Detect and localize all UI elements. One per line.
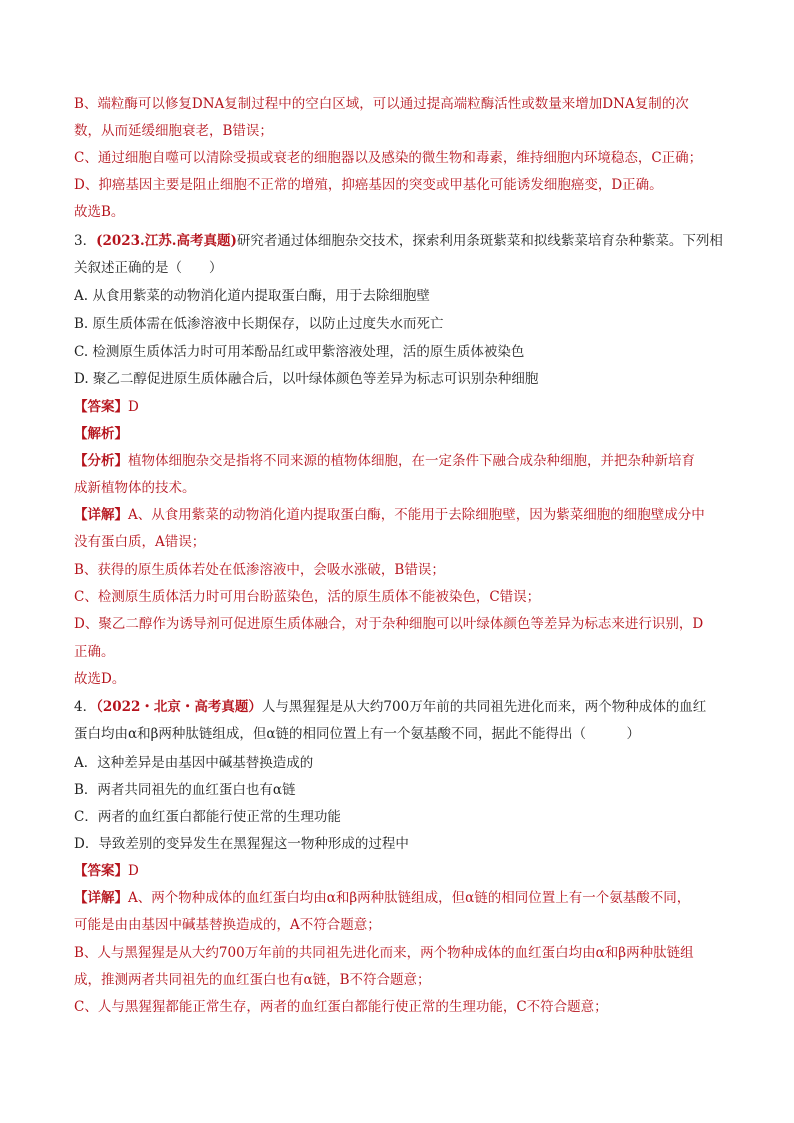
q3-stem-line2: 关叙述正确的是（ ） [74, 260, 223, 276]
q4-detail-line5: C、人与黑猩猩都能正常生存，两者的血红蛋白都能行使正常的生理功能，C不符合题意； [74, 999, 608, 1015]
prev-option-b-line2: 数，从而延缓细胞衰老，B错误； [74, 123, 273, 139]
q4-option-c: C．两者的血红蛋白都能行使正常的生理功能 [74, 809, 341, 825]
prev-option-d: D、抑癌基因主要是阻止细胞不正常的增殖，抑癌基因的突变或甲基化可能诱发细胞癌变，D正确。 [74, 177, 663, 193]
q3-source: (2023.江苏.高考真题) [96, 233, 237, 249]
q3-option-a: A. 从食用紫菜的动物消化道内提取蛋白酶，用于去除细胞壁 [74, 288, 430, 304]
q4-stem-line2: 蛋白均由α和β两种肽链组成，但α链的相同位置上有一个氨基酸不同，据此不能得出（ ） [74, 726, 641, 742]
q3-conclusion: 故选D。 [74, 671, 126, 687]
q3-detail-line6: 正确。 [74, 644, 115, 660]
q3-option-b: B. 原生质体需在低渗溶液中长期保存，以防止过度失水而死亡 [74, 316, 444, 332]
q3-analysis-label: 【解析】 [74, 426, 128, 442]
q4-option-b: B．两者共同祖先的血红蛋白也有α链 [74, 782, 296, 798]
q4-detail-line2: 可能是由由基因中碱基替换造成的，A不符合题意； [74, 917, 381, 933]
q4-stem-text1: 人与黑猩猩是从大约700万年前的共同祖先进化而来，两个物种成体的血红 [261, 699, 707, 715]
q3-detail-line5: D、聚乙二醇作为诱导剂可促进原生质体融合，对于杂种细胞可以叶绿体颜色等差异为标志来进行识别，D [74, 616, 704, 632]
q4-stem-line1 [74, 698, 734, 716]
prev-option-c: C、通过细胞自噬可以清除受损或衰老的细胞器以及感染的微生物和毒素，维持细胞内环境稳态，C正确； [74, 150, 703, 166]
q4-option-a: A．这种差异是由基因中碱基替换造成的 [74, 755, 314, 771]
q3-stem-line1 [74, 232, 734, 250]
q3-detail-label: 【详解】 [74, 507, 128, 523]
q3-stem-text1: 研究者通过体细胞杂交技术，探索利用条斑紫菜和拟线紫菜培育杂种紫菜。下列相 [236, 233, 723, 249]
q4-detail-line3: B、人与黑猩猩是从大约700万年前的共同祖先进化而来，两个物种成体的血红蛋白均由α和β两种肽链组 [74, 945, 694, 961]
q3-detail-line4: C、检测原生质体活力时可用台盼蓝染色，活的原生质体不能被染色，C错误； [74, 589, 541, 605]
q3-number: 3． [74, 233, 97, 249]
prev-option-b-line1: B、端粒酶可以修复DNA复制过程中的空白区域，可以通过提高端粒酶活性或数量来增加DNA复制的次 [74, 96, 689, 112]
q4-answer-value: D [128, 863, 139, 879]
q3-fenxi-label: 【分析】 [74, 453, 128, 469]
q3-detail-line1: 【详解】A、从食用紫菜的动物消化道内提取蛋白酶，不能用于去除细胞壁，因为紫菜细胞的细胞壁成分中 [74, 507, 705, 523]
q4-option-d: D．导致差别的变异发生在黑猩猩这一物种形成的过程中 [74, 836, 409, 852]
q3-answer-value: D [128, 399, 139, 415]
q3-fenxi-line1: 【分析】植物体细胞杂交是指将不同来源的植物体细胞，在一定条件下融合成杂种细胞，并把杂种新培育 [74, 453, 695, 469]
q4-answer [74, 862, 734, 880]
q3-fenxi-line2: 成新植物体的技术。 [74, 480, 196, 496]
q4-detail-label: 【详解】 [74, 890, 128, 906]
q3-option-c: C. 检测原生质体活力时可用苯酚品红或甲紫溶液处理，活的原生质体被染色 [74, 344, 525, 360]
q4-detail-line4: 成，推测两者共同祖先的血红蛋白也有α链，B不符合题意； [74, 972, 431, 988]
q4-number: 4． [74, 699, 97, 715]
q3-answer [74, 398, 734, 416]
q4-detail-line1: 【详解】A、两个物种成体的血红蛋白均由α和β两种肽链组成，但α链的相同位置上有一个氨基酸不同， [74, 890, 691, 906]
q4-answer-label: 【答案】 [74, 863, 128, 879]
q3-detail-line3: B、获得的原生质体若处在低渗溶液中，会吸水涨破，B错误； [74, 562, 445, 578]
q3-answer-label: 【答案】 [74, 399, 128, 415]
q4-source: （2022・北京・高考真题） [96, 699, 262, 715]
q3-option-d: D. 聚乙二醇促进原生质体融合后，以叶绿体颜色等差异为标志可识别杂种细胞 [74, 371, 539, 387]
q3-detail-line2: 没有蛋白质，A错误； [74, 534, 206, 550]
prev-conclusion: 故选B。 [74, 204, 125, 220]
